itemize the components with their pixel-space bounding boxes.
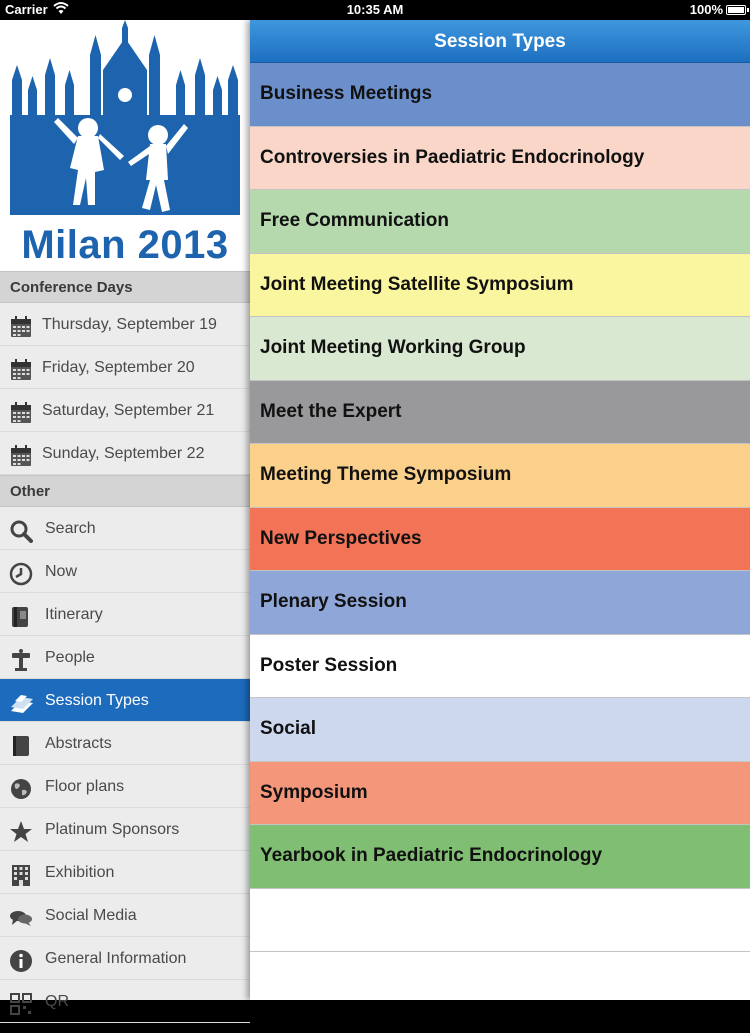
session-types-list: [250, 63, 750, 952]
sidebar-item-label: Exhibition: [45, 864, 115, 881]
session-type-label: Symposium: [260, 781, 368, 803]
session-type-label: Meeting Theme Symposium: [260, 464, 512, 486]
session-type-symposium[interactable]: [250, 762, 750, 826]
sidebar-item-sunday[interactable]: [0, 432, 250, 475]
sidebar-item-label: Platinum Sponsors: [45, 821, 180, 838]
session-type-social[interactable]: [250, 698, 750, 762]
session-type-label: New Perspectives: [260, 527, 422, 549]
session-type-meeting-theme-symposium[interactable]: [250, 444, 750, 508]
sidebar-item-now[interactable]: [0, 550, 250, 593]
sidebar-item-platinum-sponsors[interactable]: [0, 808, 250, 851]
sidebar-item-label: People: [45, 649, 95, 666]
sidebar: [0, 20, 250, 1010]
building-icon: [9, 861, 33, 885]
sidebar-item-label: Thursday, September 19: [42, 316, 217, 333]
sidebar-item-abstracts[interactable]: [0, 722, 250, 765]
session-type-joint-meeting-satellite-symposium[interactable]: [250, 254, 750, 318]
sidebar-item-label: Now: [45, 563, 78, 580]
session-types-icon: [9, 689, 33, 713]
sidebar-item-exhibition[interactable]: [0, 851, 250, 894]
session-type-label: Joint Meeting Satellite Symposium: [260, 273, 574, 295]
status-bar: [0, 0, 750, 20]
search-icon: [9, 517, 33, 541]
session-type-business-meetings[interactable]: [250, 63, 750, 127]
sidebar-item-thursday[interactable]: [0, 303, 250, 346]
battery-percent: 100%: [689, 2, 723, 17]
clock-icon: [9, 560, 33, 584]
qr-code-icon: [9, 990, 33, 1014]
sidebar-item-saturday[interactable]: [0, 389, 250, 432]
session-type-label: Controversies in Paediatric Endocrinology: [260, 146, 645, 168]
session-type-label: Yearbook in Paediatric Endocrinology: [260, 845, 603, 867]
session-type-plenary-session[interactable]: [250, 571, 750, 635]
globe-icon: [9, 775, 33, 799]
chat-bubbles-icon: [9, 904, 33, 928]
sidebar-item-social-media[interactable]: [0, 894, 250, 937]
session-type-label: Plenary Session: [260, 591, 407, 613]
podium-icon: [9, 646, 33, 670]
session-type-controversies[interactable]: [250, 127, 750, 191]
sidebar-item-label: Friday, September 20: [42, 359, 195, 376]
sidebar-item-search[interactable]: [0, 507, 250, 550]
sidebar-item-label: QR: [45, 993, 69, 1010]
cathedral-children-logo: [0, 20, 250, 225]
sidebar-item-qr[interactable]: [0, 980, 250, 1023]
empty-row: [250, 889, 750, 953]
sidebar-item-label: Search: [45, 520, 96, 537]
session-type-meet-the-expert[interactable]: [250, 381, 750, 445]
session-type-label: Meet the Expert: [260, 400, 402, 422]
session-type-label: Business Meetings: [260, 83, 433, 105]
calendar-icon: [9, 313, 33, 337]
logo-text: Milan 2013: [21, 223, 229, 267]
sidebar-item-friday[interactable]: [0, 346, 250, 389]
session-type-label: Joint Meeting Working Group: [260, 337, 526, 359]
session-type-new-perspectives[interactable]: [250, 508, 750, 572]
session-type-poster-session[interactable]: [250, 635, 750, 699]
sidebar-item-itinerary[interactable]: [0, 593, 250, 636]
battery-icon: [726, 5, 746, 15]
sidebar-item-label: General Information: [45, 950, 187, 967]
sidebar-item-label: Social Media: [45, 907, 137, 924]
itinerary-book-icon: [9, 603, 33, 627]
abstracts-book-icon: [9, 732, 33, 756]
conference-logo: [0, 20, 250, 271]
sidebar-item-people[interactable]: [0, 636, 250, 679]
sidebar-item-floor-plans[interactable]: [0, 765, 250, 808]
session-type-label: Poster Session: [260, 654, 398, 676]
sidebar-item-label: Floor plans: [45, 778, 125, 795]
info-icon: [9, 947, 33, 971]
clock-time: 10:35 AM: [346, 2, 404, 17]
page-title: Session Types: [250, 20, 750, 63]
session-type-joint-meeting-working-group[interactable]: [250, 317, 750, 381]
calendar-icon: [9, 356, 33, 380]
sidebar-item-label: Sunday, September 22: [42, 445, 205, 462]
sidebar-item-session-types[interactable]: [0, 679, 250, 722]
calendar-icon: [9, 399, 33, 423]
other-header: Other: [0, 475, 250, 507]
sidebar-item-label: Itinerary: [45, 606, 103, 623]
session-type-free-communication[interactable]: [250, 190, 750, 254]
sidebar-item-general-information[interactable]: [0, 937, 250, 980]
sidebar-item-label: Abstracts: [45, 735, 112, 752]
session-type-label: Social: [260, 718, 316, 740]
session-type-yearbook[interactable]: [250, 825, 750, 889]
calendar-icon: [9, 442, 33, 466]
main-panel: [250, 20, 750, 1000]
session-type-label: Free Communication: [260, 210, 449, 232]
sidebar-item-label: Session Types: [45, 692, 149, 709]
conference-days-header: Conference Days: [0, 271, 250, 303]
carrier-label: Carrier: [5, 2, 48, 17]
sidebar-item-label: Saturday, September 21: [42, 402, 215, 419]
star-icon: [9, 818, 33, 842]
